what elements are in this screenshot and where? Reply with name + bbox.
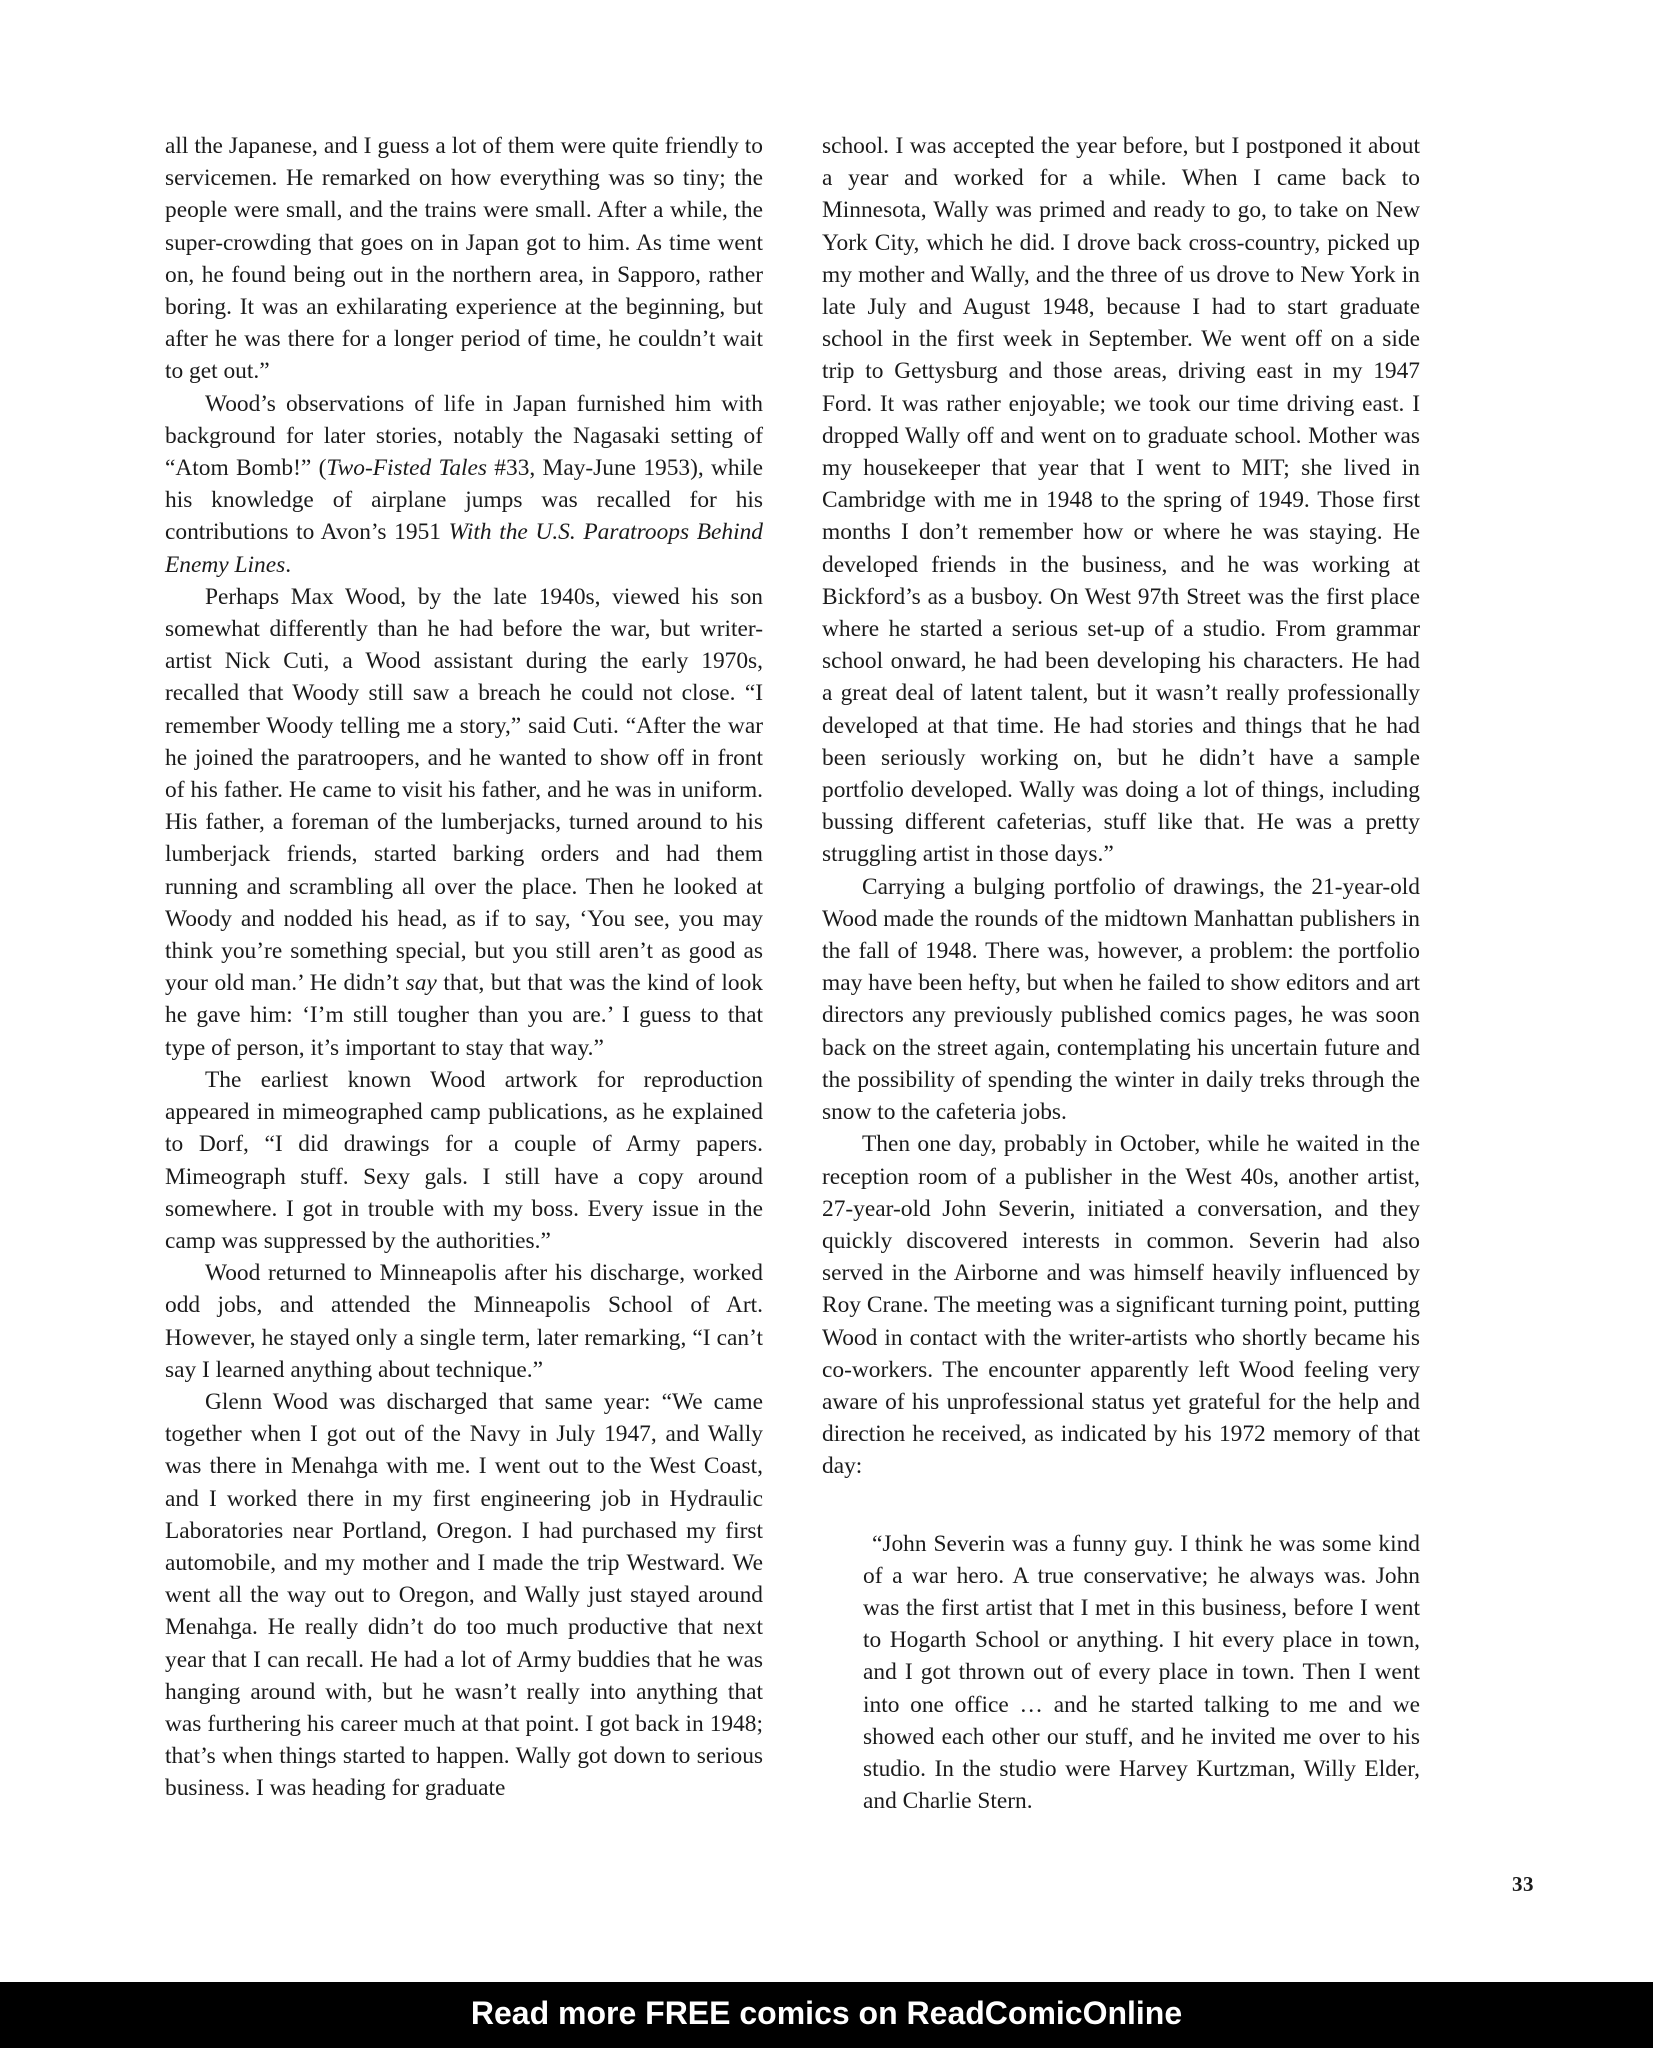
text-run: Perhaps Max Wood, by the late 1940s, viewed his son somewhat differently than he had before the war, but writer-artist Nick Cuti, a Wood assistant during the early 1970s, recalled that Woody still saw a breach he could not close. “I remember Woody telling me a story,” said Cuti. “After the war he joined the paratroopers, and he wanted to show off in front of his father. He came to visit his father, and he was in uniform. His father, a foreman of the lumberjacks, turned around to his lumberjack friends, started barking orders and had them running and scrambling all over the place. Then he looked at Woody and nodded his head, as if to say, ‘You see, you may think you’re something special, but you still aren’t as good as your old man.’ He didn’t [165,583,763,997]
italic-emphasis: say [405,970,437,997]
paragraph: Then one day, probably in October, while he waited in the reception room of a publisher in the West 40s, another artist, 27-year-old John Severin, initiated a conversation, and they quickly discovered interests in common. Severin had also served in the Airborne and was himself heavily influenced by Roy Crane. The meeting was a significant turning point, putting Wood in contact with the writer-artists who shortly became his co-workers. The encounter apparently left Wood feeling very aware of his unprofessional status yet grateful for the help and direction he received, as indicated by his 1972 memory of that day: [822,1131,1420,1480]
text-run: . [285,551,292,578]
promo-banner[interactable]: Read more FREE comics on ReadComicOnline [0,1982,1653,2048]
right-column [822,130,1420,1817]
left-column [165,130,763,1805]
paragraph: Glenn Wood was discharged that same year: “We came together when I got out of the Navy in July 1947, and Wally was there in Menahga with me. I went out to the West Coast, and I worked there in my first engineering job in Hydraulic Laboratories near Portland, Oregon. I had purchased my first automobile, and my mother and I made the trip Westward. We went all the way out to Oregon, and Wally just stayed around Menahga. He really didn’t do too much productive that next year that I can recall. He had a lot of Army buddies that he was hanging around with, but he wasn’t really into anything that was furthering his career much at that point. I got back in 1948; that’s when things started to happen. Wally got down to serious business. I was heading for graduate [165,1388,763,1802]
page-number: 33 [1512,1872,1534,1896]
paragraph: all the Japanese, and I guess a lot of them were quite friendly to servicemen. He remarked on how everything was so tiny; the people were small, and the trains were small. After a while, the super-crowding that goes on in Japan got to him. As time went on, he found being out in the northern area, in Sapporo, rather boring. It was an exhilarating experience at the beginning, but after he was there for a longer period of time, he couldn’t wait to get out.” [165,133,763,385]
paragraph: The earliest known Wood artwork for reproduction appeared in mimeographed camp publications, as he explained to Dorf, “I did drawings for a couple of Army papers. Mimeograph stuff. Sexy gals. I still have a copy around somewhere. I got in trouble with my boss. Every issue in the camp was suppressed by the authorities.” [165,1066,763,1254]
paragraph: Carrying a bulging portfolio of drawings, the 21-year-old Wood made the rounds of the midtown Manhattan publishers in the fall of 1948. There was, however, a problem: the portfolio may have been hefty, but when he failed to show editors and art directors any previously published comics pages, he was soon back on the street again, contemplating his uncertain future and the possibility of spending the winter in daily treks through the snow to the cafeteria jobs. [822,873,1420,1126]
text-run: that, but that was the kind of look he gave him: ‘I’m still tougher than you are.’ I guess to that type of person, it’s important to stay that way.” [165,970,763,1061]
italic-title: With the U.S. Paratroops Behind Enemy Lines [165,519,764,578]
block-quote: “John Severin was a funny guy. I think he was some kind of a war hero. A true conservative; he always was. John was the first artist that I met in this business, before I went to Hogarth School or anything. I hit every place in town, and I got thrown out of every place in town. Then I went into one office … and he started talking to me and we showed each other our stuff, and he invited me over to his studio. In the studio were Harvey Kurtzman, Willy Elder, and Charlie Stern. [863,1530,1420,1815]
paragraph [165,581,763,1064]
paragraph: Wood returned to Minneapolis after his discharge, worked odd jobs, and attended the Minneapolis School of Art. However, he stayed only a single term, later remarking, “I can’t say I learned anything about technique.” [165,1260,763,1383]
text-run: #33, May-June 1953), while his knowledge of airplane jumps was recalled for his contributions to Avon’s 1951 [165,455,764,546]
paragraph: school. I was accepted the year before, but I postponed it about a year and worked for a while. When I came back to Minnesota, Wally was primed and ready to go, to take on New York City, which he did. I drove back cross-country, picked up my mother and Wally, and the three of us drove to New York in late July and August 1948, because I had to start graduate school in the first week in September. We went off on a side trip to Gettysburg and those areas, driving east in my 1947 Ford. It was rather enjoyable; we took our time driving east. I dropped Wally off and went on to graduate school. Mother was my housekeeper that year that I went to MIT; she lived in Cambridge with me in 1948 to the spring of 1949. Those first months I don’t remember how or where he was staying. He developed friends in the business, and he was working at Bickford’s as a busboy. On West 97th Street was the first place where he started a serious set-up of a studio. From grammar school onward, he had been developing his characters. He had a great deal of latent talent, but it wasn’t really professionally developed at that time. He had stories and things that he had been seriously working on, but he didn’t have a sample portfolio developed. Wally was doing a lot of things, including bussing different cafeterias, stuff like that. He was a pretty struggling artist in those days.” [822,133,1420,868]
italic-title: Two-Fisted Tales [326,455,488,482]
text-run: Wood’s observations of life in Japan furnished him with background for later stories, notably the Nagasaki setting of “Atom Bomb!” ( [165,390,763,482]
paragraph [165,388,763,581]
